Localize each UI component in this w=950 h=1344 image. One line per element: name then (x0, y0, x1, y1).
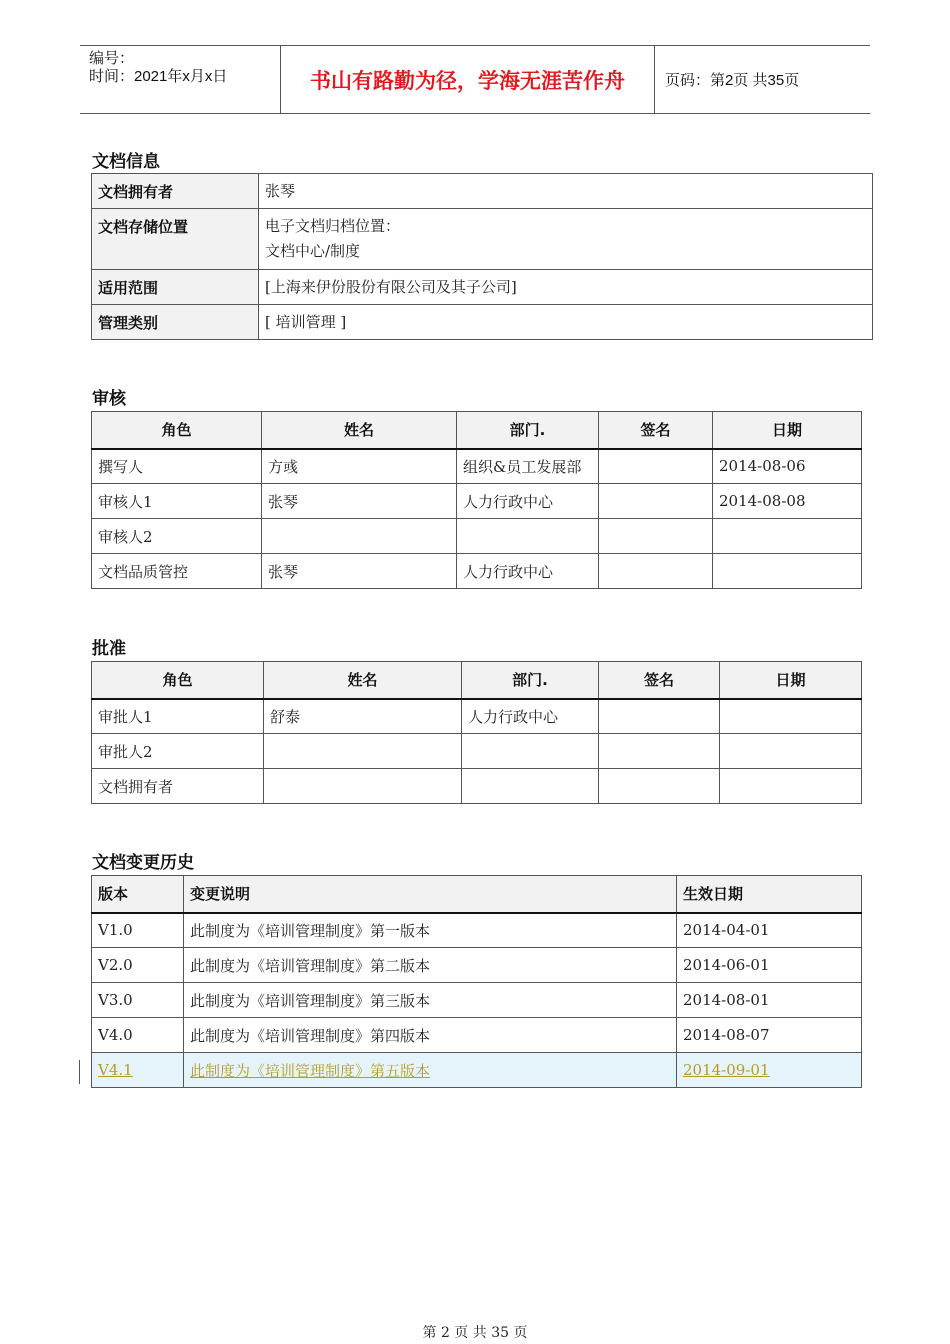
column-header: 日期 (713, 412, 862, 449)
header-page-label: 页码：第2页 共35页 (665, 72, 800, 89)
table-cell (677, 1053, 862, 1088)
table-cell: 人力行政中心 (457, 554, 599, 589)
table-cell: 审批人2 (92, 734, 264, 769)
table-header-row (92, 412, 862, 449)
table-cell (599, 519, 713, 554)
table-row (92, 554, 862, 589)
table-cell (184, 1053, 677, 1088)
table-cell: 张琴 (262, 484, 457, 519)
table-row (92, 519, 862, 554)
table-cell (457, 519, 599, 554)
table-cell (713, 554, 862, 589)
table-cell (462, 769, 599, 804)
column-header: 版本 (92, 876, 184, 913)
change-bar-marker (79, 1060, 80, 1084)
table-row (92, 209, 873, 270)
table-cell: V4.0 (92, 1018, 184, 1053)
table-cell (599, 484, 713, 519)
info-label: 文档拥有者 (92, 174, 259, 209)
tracked-change-text: V4.1 (98, 1061, 133, 1079)
approval-table (91, 661, 862, 804)
table-cell (599, 449, 713, 484)
doc-info-table (91, 173, 873, 340)
column-header: 部门. (462, 662, 599, 699)
table-cell (264, 734, 462, 769)
table-cell: 2014-04-01 (677, 913, 862, 948)
table-cell (713, 519, 862, 554)
doc-time-label: 时间：2021年x月x日 (89, 68, 228, 85)
tracked-change-text: 此制度为《培训管理制度》第五版本 (190, 1061, 431, 1080)
info-value (259, 209, 873, 270)
table-row (92, 270, 873, 305)
table-cell (92, 1053, 184, 1088)
table-cell: 2014-08-01 (677, 983, 862, 1018)
table-row-highlighted (92, 1053, 862, 1088)
table-cell: 文档品质管控 (92, 554, 262, 589)
page-footer: 第 2 页 共 35 页 (422, 1325, 528, 1341)
table-row (92, 699, 862, 734)
table-row (92, 913, 862, 948)
table-cell: 审批人1 (92, 699, 264, 734)
header-motto: 书山有路勤为径，学海无涯苦作舟 (281, 46, 655, 113)
table-cell: 人力行政中心 (457, 484, 599, 519)
header-meta (80, 46, 281, 113)
table-row (92, 484, 862, 519)
table-cell: 此制度为《培训管理制度》第三版本 (184, 983, 677, 1018)
history-title: 文档变更历史 (92, 853, 194, 873)
table-cell (599, 699, 720, 734)
table-header-row (92, 876, 862, 913)
table-cell: V2.0 (92, 948, 184, 983)
history-table (91, 875, 862, 1088)
info-value: [ 培训管理 ] (259, 305, 873, 340)
review-title: 审核 (92, 389, 126, 409)
table-cell: 此制度为《培训管理制度》第二版本 (184, 948, 677, 983)
page-header (80, 45, 870, 114)
table-cell: 2014-08-06 (713, 449, 862, 484)
table-cell (720, 734, 862, 769)
table-cell: 2014-08-07 (677, 1018, 862, 1053)
column-header: 角色 (92, 662, 264, 699)
table-cell: 组织&员工发展部 (457, 449, 599, 484)
table-row (92, 734, 862, 769)
table-cell: 人力行政中心 (462, 699, 599, 734)
table-cell: 舒泰 (264, 699, 462, 734)
column-header: 生效日期 (677, 876, 862, 913)
table-cell: 此制度为《培训管理制度》第一版本 (184, 913, 677, 948)
table-cell: 2014-08-08 (713, 484, 862, 519)
info-value-line: 文档中心/制度 (265, 242, 361, 260)
table-cell (599, 554, 713, 589)
column-header: 角色 (92, 412, 262, 449)
table-row (92, 1018, 862, 1053)
doc-info-title: 文档信息 (92, 152, 160, 172)
table-cell (262, 519, 457, 554)
table-cell: 张琴 (262, 554, 457, 589)
table-cell: 此制度为《培训管理制度》第四版本 (184, 1018, 677, 1053)
table-cell: 撰写人 (92, 449, 262, 484)
info-value: [上海来伊份股份有限公司及其子公司] (259, 270, 873, 305)
info-label: 管理类别 (92, 305, 259, 340)
table-cell: V1.0 (92, 913, 184, 948)
table-row (92, 174, 873, 209)
info-label: 文档存储位置 (92, 209, 259, 270)
table-cell (720, 699, 862, 734)
table-cell: 文档拥有者 (92, 769, 264, 804)
table-row (92, 449, 862, 484)
table-row (92, 983, 862, 1018)
column-header: 变更说明 (184, 876, 677, 913)
info-value-line: 电子文档归档位置： (265, 217, 401, 235)
tracked-change-text: 2014-09-01 (683, 1061, 770, 1079)
column-header: 签名 (599, 412, 713, 449)
table-cell: 2014-06-01 (677, 948, 862, 983)
table-cell (599, 769, 720, 804)
approval-title: 批准 (92, 639, 126, 659)
column-header: 日期 (720, 662, 862, 699)
table-cell (264, 769, 462, 804)
table-cell: V3.0 (92, 983, 184, 1018)
table-cell (599, 734, 720, 769)
doc-number-label: 编号： (89, 50, 135, 67)
table-row (92, 769, 862, 804)
info-label: 适用范围 (92, 270, 259, 305)
review-table (91, 411, 862, 589)
table-row (92, 948, 862, 983)
table-cell: 审核人1 (92, 484, 262, 519)
column-header: 部门. (457, 412, 599, 449)
table-row (92, 305, 873, 340)
info-value: 张琴 (259, 174, 873, 209)
table-cell (462, 734, 599, 769)
table-cell: 审核人2 (92, 519, 262, 554)
column-header: 签名 (599, 662, 720, 699)
column-header: 姓名 (264, 662, 462, 699)
table-header-row (92, 662, 862, 699)
table-cell (720, 769, 862, 804)
table-cell: 方彧 (262, 449, 457, 484)
column-header: 姓名 (262, 412, 457, 449)
